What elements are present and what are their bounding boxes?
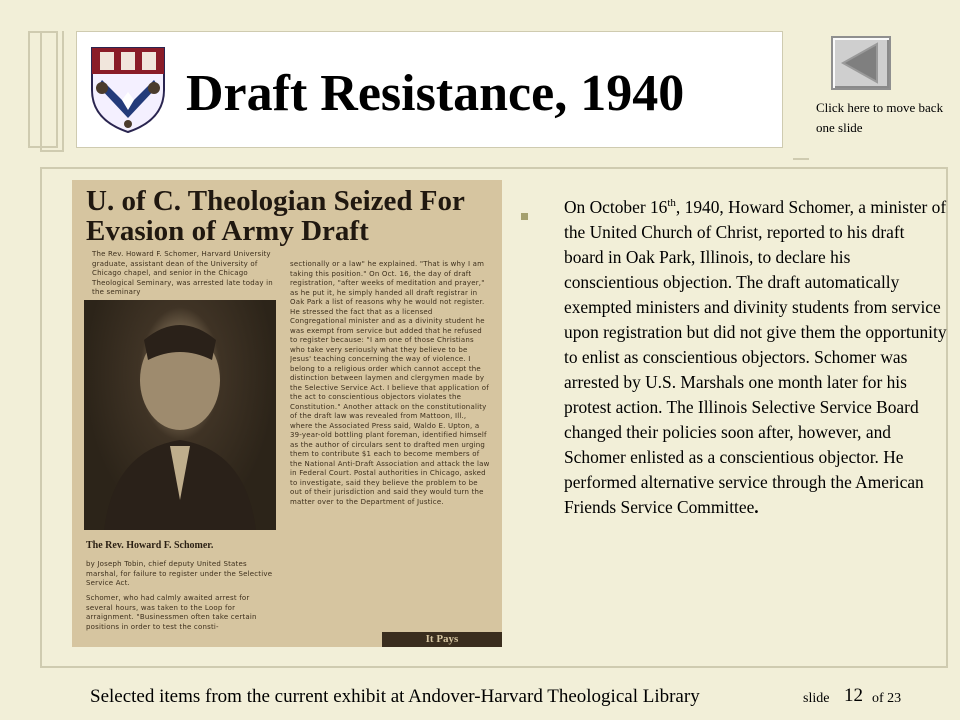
back-button-caption: Click here to move back one slide [816, 100, 944, 135]
bullet-text-part-1: On October 16 [564, 197, 668, 217]
footer-text: Selected items from the current exhibit at Andover-Harvard Theological Library [90, 686, 700, 707]
bullet-list [538, 195, 948, 520]
clipping-column-2: sectionally or a law" he explained. "That is why I am taking this position." On Oct. 16, the day of draft registration, "after weeks of meditation and prayer," as he put it, he simply handed all draft registrar in Oak Park a list of reasons why he would not register. He stressed the fact that as a licensed Congregational minister and as a divinity student he was exempt from service but added that he refused to register because: "I am one of those Christians who take very seriously what they believe to be Jesus' teaching concerning the way of violence. I belong to a religious order which cannot accept the distinction between laymen and clergymen made by the Selective Service Act. I believe that application of the act to conscientious objectors violates the Constitution." Another attack on the constitutionality of the draft law was revealed from Mattoon, Ill., where the Associated Press said, Waldo E. Upton, a 39-year-old bottling plant foreman, identified himself as the author of circulars sent to drafted men urging them to contribute $1 each to become members of the National Anti-Draft Association and attack the law in Federal Court. Postal authorities in Chicago, asked to investigate, said they believe the problem to be out of their jurisdiction and said they would turn the matter over to the Department of Justice. [290, 260, 490, 506]
clipping-headline: U. of C. Theologian Seized For Evasion of Army Draft [86, 185, 465, 247]
portrait-image [84, 300, 276, 530]
frame-right-decor [793, 158, 809, 160]
newspaper-clipping [72, 180, 502, 647]
bullet-text-part-2: , 1940, Howard Schomer, a minister of the United Church of Christ, reported to his draft board in Oak Park, Illinois, to declare his conscientious objection. The draft automatically exempted ministers and divinity students from service upon registration but did not give them the opportunity to enlist as conscientious objectors. Schomer was arrested by U.S. Marshals one month later for his protest action. The Illinois Selective Service Board changed their policies soon after, however, and Schomer enlisted as a conscientious objector. He performed alternative service through the American Friends Service Committee [564, 197, 947, 517]
bullet-text-end: . [754, 497, 759, 517]
clipping-box [382, 632, 502, 647]
bullet-text [538, 195, 948, 520]
bullet-marker [521, 213, 528, 220]
back-slide-button[interactable] [831, 36, 891, 90]
harvard-divinity-shield-icon [88, 44, 168, 134]
clipping-photo-caption: The Rev. Howard F. Schomer. [86, 540, 214, 551]
slide-total: of 23 [872, 691, 902, 706]
bullet-text-superscript: th [667, 197, 676, 210]
clipping-column-1-bottom: Schomer, who had calmly awaited arrest for several hours, was taken to the Loop for arraignment. "Businessmen often take certain positions in order to test the consti- [86, 594, 257, 631]
slide-label: slide [803, 691, 830, 706]
clipping-byline: by Joseph Tobin, chief deputy United States marshal, for failure to register under the Selective Service Act. [86, 560, 273, 587]
frame-left-inner [40, 31, 64, 152]
slide-title: Draft Resistance, 1940 [186, 65, 685, 122]
clipping-column-1-top: The Rev. Howard F. Schomer, Harvard University graduate, assistant dean of the University of Chicago chapel, and senior in the Chicago Theological Seminary, was arrested late today in the seminary [92, 250, 273, 296]
clipping-photo [84, 300, 276, 530]
clipping-box-label: It Pays [425, 633, 459, 645]
slide-number: 12 [844, 685, 863, 706]
triangle-left-icon [833, 38, 889, 88]
